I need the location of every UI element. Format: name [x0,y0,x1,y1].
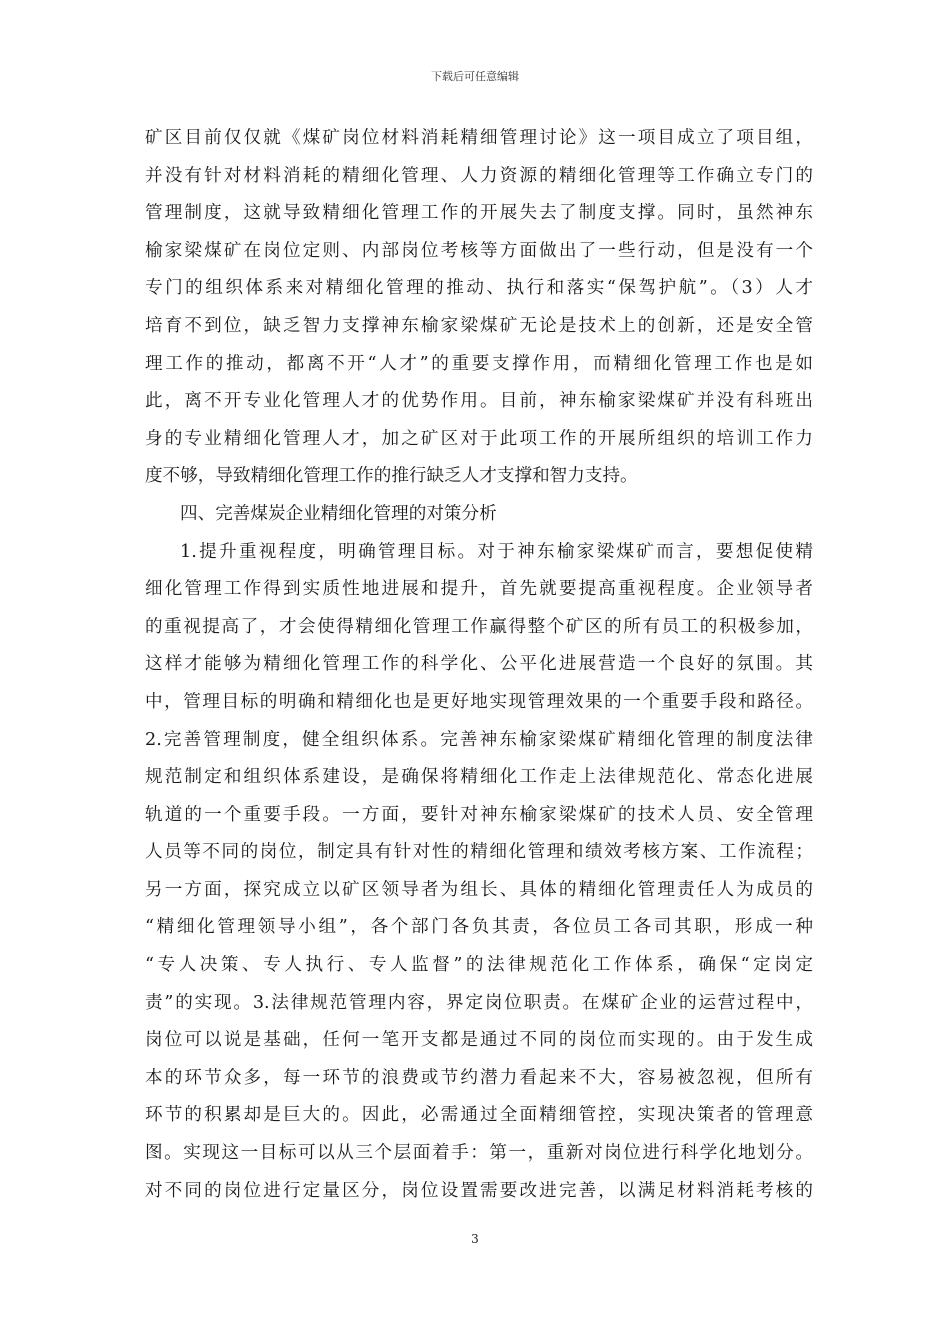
text-line: 矿区目前仅仅就《煤矿岗位材料消耗精细管理讨论》这一项目成立了项目组， [145,128,813,148]
text-line: 人员等不同的岗位，制定具有针对性的精细化管理和绩效考核方案、工作流程； [145,842,813,863]
text-line: 1.提升重视程度，明确管理目标。对于神东榆家梁煤矿而言，要想促使精 [180,541,813,562]
text-line: 四、完善煤炭企业精细化管理的对策分析 [180,503,497,524]
text-line: 培育不到位，缺乏智力支撑神东榆家梁煤矿无论是技术上的创新，还是安全管 [145,315,813,336]
text-line: 这样才能够为精细化管理工作的科学化、公平化进展营造一个良好的氛围。其 [145,654,813,675]
text-line: 规范制定和组织体系建设，是确保将精细化工作走上法律规范化、常态化进展 [145,767,813,788]
text-line: 度不够，导致精细化管理工作的推行缺乏人才支撑和智力支持。 [145,466,638,487]
text-line: “精细化管理领导小组”，各个部门各负其责，各位员工各司其职，形成一种 [145,917,813,938]
text-line: “专人决策、专人执行、专人监督”的法律规范化工作体系，确保“定岗定 [145,955,813,976]
text-line: 环节的积累却是巨大的。因此，必需通过全面精细管控，实现决策者的管理意 [145,1105,813,1126]
text-line: 专门的组织体系来对精细化管理的推动、执行和落实“保驾护航”。（3）人才 [145,278,813,299]
text-line: 中，管理目标的明确和精细化也是更好地实现管理效果的一个重要手段和路径。 [145,691,813,712]
page-number: 3 [471,1232,479,1246]
text-line: 管理制度，这就导致精细化管理工作的开展失去了制度支撑。同时，虽然神东 [145,203,813,224]
text-line: 此，离不开专业化管理人才的优势作用。目前，神东榆家梁煤矿并没有科班出 [145,391,813,412]
text-line: 图。实现这一目标可以从三个层面着手：第一，重新对岗位进行科学化地划分。 [145,1143,813,1164]
page-header: 下载后可任意编辑 [431,70,519,83]
text-line: 榆家梁煤矿在岗位定则、内部岗位考核等方面做出了一些行动，但是没有一个 [145,240,813,261]
text-line: 对不同的岗位进行定量区分，岗位设置需要改进完善，以满足材料消耗考核的 [145,1180,813,1201]
text-line: 并没有针对材料消耗的精细化管理、人力资源的精细化管理等工作确立专门的 [145,165,813,186]
text-line: 身的专业精细化管理人才，加之矿区对于此项工作的开展所组织的培训工作力 [145,428,813,449]
text-line: 2.完善管理制度，健全组织体系。完善神东榆家梁煤矿精细化管理的制度法律 [145,729,813,750]
text-line: 细化管理工作得到实质性地进展和提升，首先就要提高重视程度。企业领导者 [145,579,813,600]
text-line: 责”的实现。3.法律规范管理内容，界定岗位职责。在煤矿企业的运营过程中， [145,992,813,1013]
text-line: 的重视提高了，才会使得精细化管理工作赢得整个矿区的所有员工的积极参加， [145,616,813,637]
text-line: 本的环节众多，每一环节的浪费或节约潜力看起来不大，容易被忽视，但所有 [145,1067,813,1088]
text-line: 另一方面，探究成立以矿区领导者为组长、具体的精细化管理责任人为成员的 [145,879,813,900]
document-body [145,120,813,1210]
text-line: 理工作的推动，都离不开“人才”的重要支撑作用，而精细化管理工作也是如 [145,353,813,374]
text-line: 轨道的一个重要手段。一方面，要针对神东榆家梁煤矿的技术人员、安全管理 [145,804,813,825]
text-line: 岗位可以说是基础，任何一笔开支都是通过不同的岗位而实现的。由于发生成 [145,1030,813,1051]
